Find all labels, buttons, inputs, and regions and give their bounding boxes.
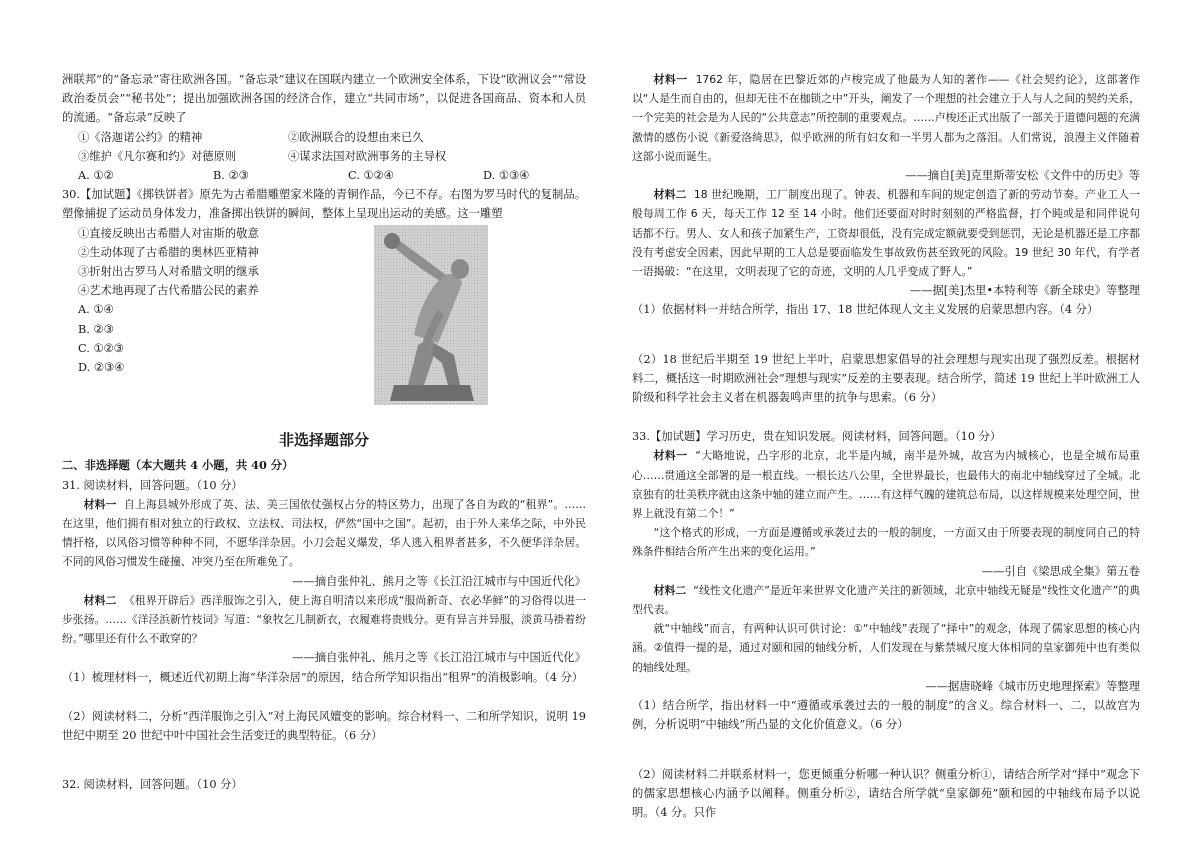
q30-stem: 30.【加试题】《掷铁饼者》原先为古希腊雕塑家米隆的青铜作品，今已不存。右图为罗马时代的复制品。塑像捕捉了运动员身体发力，准备掷出铁饼的瞬间，整体上呈现出运动的美感。这一雕塑 [62, 188, 586, 221]
part-two-heading: 二、非选择题（本大题共 4 小题，共 40 分） [62, 458, 294, 473]
source-citation: ——引自《梁思成全集》第五卷 [981, 564, 1140, 578]
q33-material-one [632, 446, 1140, 523]
q31-material-one [62, 495, 586, 572]
q29-choice: D. ①③④ [483, 169, 530, 183]
material-label: 材料一 [653, 73, 688, 86]
q33-subquestion-2: （2）阅读材料二并联系材料一，您更倾重分析哪一种认识？侧重分析①，请结合所学对“择中”观念下的儒家思想核心内涵予以阐释。侧重分析②，请结合所学就“皇家御苑”颐和园的中轴线布局予以说明。（4 分。只作 [632, 767, 1140, 819]
q32-subquestion-1: （1）依据材料一并结合所学，指出 17、18 世纪体现人文主义发展的启蒙思想内容。（4 分） [632, 303, 1099, 317]
source-citation: ——据[美]杰里•本特利等《新全球史》等整理 [909, 284, 1140, 298]
q31-material-two [62, 591, 586, 649]
q29-option: ①《洛迦诺公约》的精神 [78, 130, 203, 144]
q29-choice: B. ②③ [213, 169, 249, 183]
material-text: “线性文化遗产”是近年来世界文化遗产关注的新领域，北京中轴线无疑是“线性文化遗产”的典型代表。 [632, 583, 1141, 617]
source-citation: ——摘自张仲礼、熊月之等《长江沿江城市与中国近代化》 [292, 574, 586, 588]
q31-subquestion-1: （1）梳理材料一，概述近代初期上海“华洋杂居”的原因，结合所学知识指出“租界”的消极影响。（4 分） [62, 670, 584, 684]
material-text: “大略地说，凸字形的北京，北半是内城，南半是外城，故宫为内城核心，也是全城布局重心……贯通这全部署的是一根直线。一根长达八公里，全世界最长，也最伟大的南北中轴线穿过了全城。北京独有的壮美秩序就由这条中轴的建立而产生。……有这样气魄的建筑总布局，以这样规模来处理空间，世界上就没有第二个！” [632, 449, 1140, 521]
q29-choice: A. ①② [78, 169, 114, 183]
q30-option: ①直接反映出古希腊人对宙斯的敬意 [78, 226, 259, 240]
q33-material-two-cont: 就“中轴线”而言，有两种认识可供讨论：①“中轴线”表现了“择中”的观念，体现了儒家思想的核心内涵。②值得一提的是，通过对颐和园的轴线分析，人们发现在与紫禁城尺度大体相同的皇家御苑中也有类似的轴线处理。 [632, 622, 1140, 674]
discobolus-statue-image [374, 225, 488, 405]
q32-heading: 32. 阅读材料，回答问题。（10 分） [62, 778, 243, 792]
material-label: 材料二 [83, 593, 117, 607]
material-text: 《租界开辟后》西洋服饰之引入，使上海自明清以来形成“服尚新奇、衣必华鲜”的习俗得以进一步张扬。……《洋泾浜新竹枝词》写道：“象牧乞儿制新衣，衣履难将贵贱分。更有异言并异服，淡黄马褂着纷纷。”哪里还有什么不敢穿的？ [62, 593, 586, 646]
q32-material-one [632, 70, 1140, 166]
material-text: 1762 年，隐居在巴黎近郊的卢梭完成了他最为人知的著作——《社会契约论》，这部著作以“人是生而自由的，但却无往不在枷锁之中”开头，阐发了一个理想的社会建立于人与人之间的契约关系，一个完美的社会是为人民的“公共意志”所控制的重要观点。……卢梭还正式出版了一部关于道德问题的充满激情的感伤小说《新爱洛绮思》，似乎欧洲的所有妇女和一半男人都为之落泪。人们常说，浪漫主义伴随着这部小说而诞生。 [632, 73, 1140, 163]
q32-subquestion-2: （2）18 世纪后半期至 19 世纪上半叶，启蒙思想家倡导的社会理想与现实出现了强烈反差。根据材料二，概括这一时期欧洲社会“理想与现实”反差的主要表现。结合所学，简述 19 世纪上半叶欧洲工人阶级和科学社会主义者在机器轰鸣声里的抗争与思索。（6 分） [632, 352, 1140, 405]
q30-option: ③折射出古罗马人对希腊文明的继承 [78, 265, 259, 279]
source-citation: ——据唐晓峰《城市历史地理探索》等整理 [925, 679, 1140, 693]
q30-choice: B. ②③ [78, 322, 114, 336]
q32-material-two [632, 185, 1140, 281]
material-label: 材料二 [653, 583, 687, 597]
q29-option: ②欧洲联合的设想由来已久 [288, 130, 424, 144]
q30-options-block [62, 224, 586, 378]
q33-subquestion-1: （1）结合所学，指出材料一中“遵循或承袭过去的一般的制度”的含义。综合材料一、二，以故宫为例，分析说明“中轴线”所凸显的文化价值意义。（6 分） [632, 699, 1140, 732]
q29-choice: C. ①②④ [348, 169, 394, 183]
material-label: 材料二 [653, 188, 687, 202]
statue-figure-icon [374, 225, 488, 405]
q33-material-two [632, 581, 1140, 619]
q29-options [62, 128, 586, 166]
q30-options [62, 224, 368, 378]
q29-choices [62, 166, 586, 185]
source-citation: ——摘自张仲礼、熊月之等《长江沿江城市与中国近代化》 [292, 651, 586, 665]
q30-choice: A. ①④ [78, 303, 114, 317]
q31-heading: 31. 阅读材料，回答问题。（10 分） [62, 478, 243, 492]
material-label: 材料一 [83, 497, 117, 511]
material-label: 材料一 [653, 449, 688, 463]
source-citation: ——摘自[美]克里斯蒂安松《文件中的历史》等 [905, 169, 1140, 183]
q29-stem-continued: 洲联邦”的“备忘录”寄往欧洲各国。“备忘录”建议在国联内建立一个欧洲安全体系，下设“欧洲议会”“常设政治委员会”“秘书处”；提出加强欧洲各国的经济合作，建立“共同市场”，以促进各国商品、资本和人员的流通。“备忘录”反映了 [62, 73, 586, 125]
right-column [632, 70, 1140, 822]
q33-material-one-quote: “这个格式的形成，一方面是遵循或承袭过去的一般的制度，一方面又由于所要表现的制度同自己的特殊条件相结合所产生出来的变化运用。” [632, 526, 1140, 559]
material-text: 18 世纪晚期，工厂制度出现了。钟表、机器和车间的规定创造了新的劳动节奏。产业工人一般每周工作 6 天，每天工作 12 至 14 小时。他们还要面对时时刻刻的严格监督，打个盹或是和同伴说句话都不行。男人、女人和孩子加紧生产，工资却很低，没有完成定额就要受到惩罚，无论是机器还是工序都没有考虑安全因素，因此早期的工人总是要面临发生事故致伤甚至致死的风险。19 世纪 30 年代，有学者一语揭破：“在这里，文明表现了它的奇迹，文明的人几乎变成了野人。” [632, 188, 1141, 279]
section-title: 非选择题部分 [278, 431, 369, 450]
q29-option: ④谋求法国对欧洲事务的主导权 [288, 149, 447, 163]
q33-heading: 33.【加试题】学习历史，贵在知识发展。阅读材料，回答问题。（10 分） [632, 430, 1002, 444]
material-text: 自上海县城外形成了英、法、美三国依仗强权占分的特区势力，出现了各自为政的“租界”。……在这里，他们拥有相对独立的行政权、立法权、司法权，俨然“国中之国”。起初，由于外人来华之际，中外民情扞格，以风俗习惯等种种不同，不愿华洋杂居。小刀会起义爆发，华人逃入租界者甚多，不久便华洋杂居。不同的风俗习惯发生碰撞、冲突乃至在所难免了。 [62, 497, 587, 569]
q29-option: ③维护《凡尔赛和约》对德原则 [78, 149, 237, 163]
q30-choice: C. ①②③ [78, 341, 124, 355]
q30-option: ④艺术地再现了古代希腊公民的素养 [78, 284, 259, 298]
left-column [62, 70, 586, 795]
q31-subquestion-2: （2）阅读材料二，分析“西洋服饰之引入”对上海民风嬗变的影响。综合材料一、二和所学知识，说明 19 世纪中期至 20 世纪中叶中国社会生活变迁的典型特征。（6 分） [62, 709, 586, 743]
q30-choice: D. ②③④ [78, 361, 125, 375]
q30-option: ②生动体现了古希腊的奥林匹亚精神 [78, 245, 259, 259]
